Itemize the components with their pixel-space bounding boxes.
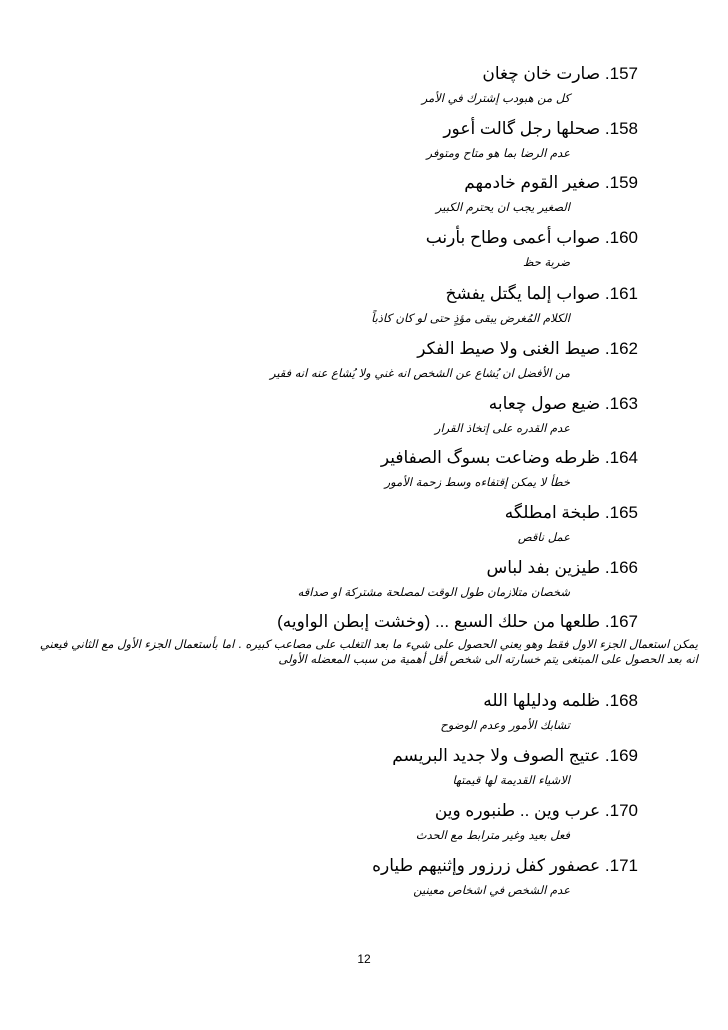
entry-number: 163. [604, 394, 638, 413]
proverb-line: صواب أعمى وطاح بأرنب [425, 228, 601, 247]
entry-number: 158. [604, 119, 638, 138]
proverb-text [30, 800, 638, 822]
entry-number: 164. [604, 448, 638, 467]
proverb-meaning: ضربة حظ [522, 255, 570, 269]
proverb-entry [30, 447, 638, 490]
proverb-text [30, 447, 638, 469]
proverb-text [30, 118, 638, 140]
proverb-entry [30, 611, 698, 667]
proverb-entry [30, 800, 638, 843]
proverb-entry [30, 393, 638, 436]
proverb-entry [30, 502, 638, 545]
proverb-text [30, 227, 638, 249]
proverb-line: طلعها من حلك السبع ... (وخشت إبطن الواويه) [277, 612, 601, 631]
proverb-text [30, 338, 638, 360]
proverb-line: ظرطه وضاعت بسوگ الصفافير [380, 448, 601, 467]
proverb-entry [30, 227, 638, 270]
proverb-entry [30, 690, 638, 733]
proverb-meaning: الاشياء القديمة لها قيمتها [452, 773, 570, 787]
proverb-meaning: فعل بعيد وغير مترابط مع الحدث [415, 828, 570, 842]
proverb-line: صواب إلما يگتل يفشخ [445, 284, 601, 303]
entry-number: 170. [604, 801, 638, 820]
proverb-entry [30, 63, 638, 106]
entry-number: 169. [604, 746, 638, 765]
proverb-meaning: شخصان متلازمان طول الوقت لمصلحة مشتركة او صداقه [297, 585, 570, 599]
proverb-line: طبخة امطلگه [504, 503, 601, 522]
proverb-meaning: تشابك الأمور وعدم الوضوح [440, 718, 570, 732]
proverb-line: صحلها رجل گالت أعور [443, 119, 601, 138]
proverb-meaning: كل من هبودب إشترك في الأمر [421, 91, 570, 105]
proverb-entry [30, 118, 638, 161]
proverb-entry [30, 338, 638, 381]
proverb-line: عرب وين .. طنبوره وين [434, 801, 601, 820]
proverb-text [30, 690, 638, 712]
entry-number: 167. [604, 612, 638, 631]
proverb-line: طيزين بفد لباس [486, 558, 601, 577]
proverb-meaning: خطأ لا يمكن إقتفاءه وسط زحمة الأمور [384, 475, 570, 489]
proverb-meaning: عدم القدره على إتخاذ القرار [434, 421, 570, 435]
proverb-text [30, 172, 638, 194]
proverb-text [30, 557, 638, 579]
proverb-line: عصفور كفل زرزور وإثنيهم طياره [372, 856, 601, 875]
proverb-meaning: عدم الرضا بما هو متاح ومتوفر [426, 146, 570, 160]
proverb-line: ضيع صول چعابه [488, 394, 601, 413]
entry-number: 165. [604, 503, 638, 522]
proverb-text [30, 502, 638, 524]
proverb-entry [30, 745, 638, 788]
proverb-meaning: عمل ناقص [517, 530, 570, 544]
proverb-line: صارت خان چغان [482, 64, 601, 83]
proverb-line: ظلمه ودليلها الله [483, 691, 601, 710]
entry-number: 171. [604, 856, 638, 875]
proverb-text [30, 283, 638, 305]
entry-number: 168. [604, 691, 638, 710]
proverb-meaning: الكلام المُغرض يبقى مؤذٍ حتى لو كان كاذباً [371, 311, 570, 325]
proverb-text [30, 393, 638, 415]
entry-number: 162. [604, 339, 638, 358]
proverb-meaning: من الأفضل ان يُشاع عن الشخص انه غني ولا يُشاع عنه انه فقير [269, 366, 570, 380]
proverb-text [30, 63, 638, 85]
proverb-entry [30, 557, 638, 600]
proverb-meaning: الصغير يجب ان يحترم الكبير [435, 200, 570, 214]
entry-number: 160. [604, 228, 638, 247]
proverb-text [30, 611, 638, 633]
proverb-line: صغير القوم خادمهم [464, 173, 601, 192]
proverb-meaning: يمكن استعمال الجزء الاول فقط وهو يعني الحصول على شيء ما بعد التغلب على مصاعب كبيره . اما بأستعمال الجزء الأول مع الثاني فيعني انه بعد الحصول على المبتغى يتم خسارته الى شخص أقل أهمية من سبب المعضله الأولى [39, 637, 698, 666]
entry-number: 166. [604, 558, 638, 577]
proverb-line: عتيج الصوف ولا جديد البريسم [392, 746, 601, 765]
proverb-text [30, 745, 638, 767]
proverb-meaning: عدم الشخص في اشخاص معينين [413, 883, 570, 897]
proverb-text [30, 855, 638, 877]
proverb-entry [30, 283, 638, 326]
page-number: 12 [357, 952, 371, 966]
proverb-line: صيط الغنى ولا صيط الفكر [417, 339, 601, 358]
entry-number: 157. [604, 64, 638, 83]
entry-number: 161. [604, 284, 638, 303]
proverb-entry [30, 172, 638, 215]
proverb-entry [30, 855, 638, 898]
entry-number: 159. [604, 173, 638, 192]
